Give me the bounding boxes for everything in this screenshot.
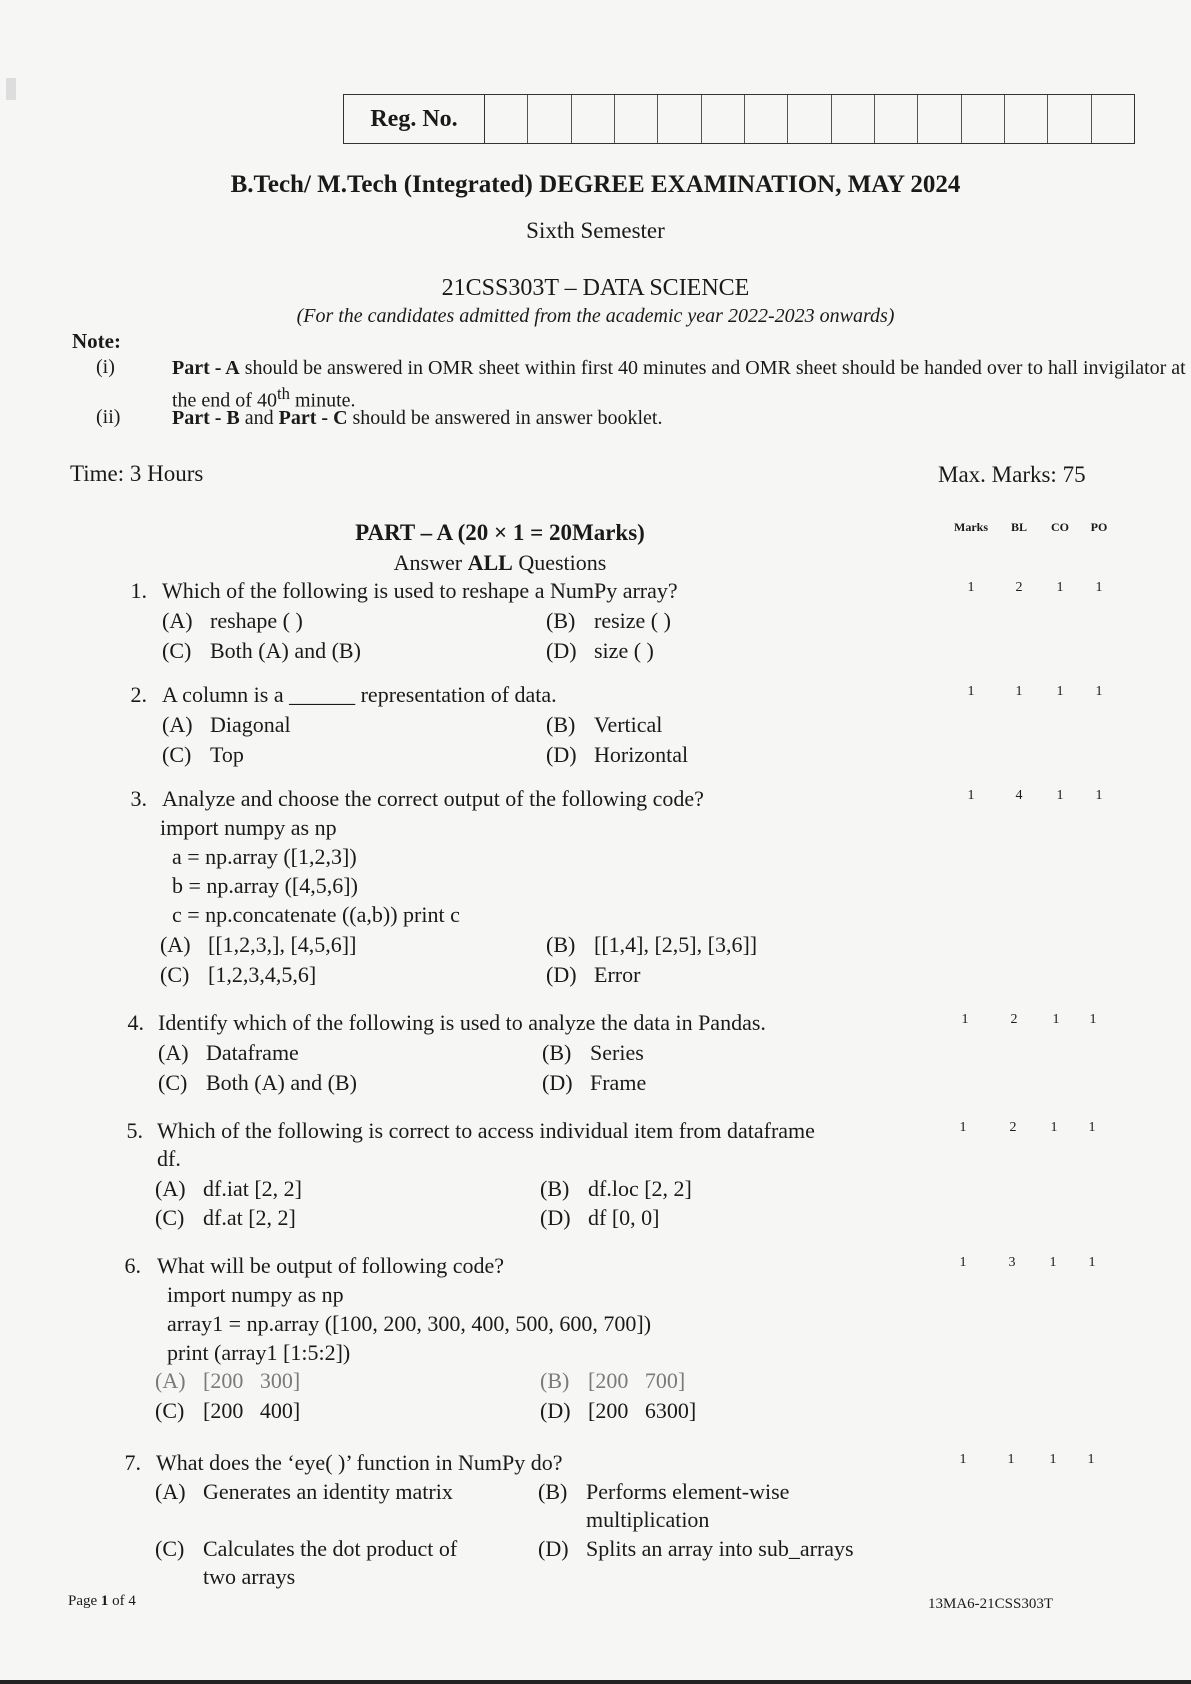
question-text-continued: df. bbox=[157, 1146, 181, 1171]
question-text: Identify which of the following is used to analyze the data in Pandas. bbox=[158, 1010, 766, 1035]
note-text bbox=[172, 406, 1191, 431]
option-a bbox=[155, 1176, 302, 1202]
reg-no-cell[interactable] bbox=[788, 95, 831, 143]
paper-code: 13MA6-21CSS303T bbox=[928, 1596, 1054, 1612]
option-label: (B) bbox=[538, 1479, 568, 1504]
option-c bbox=[155, 1536, 457, 1562]
instruction-text: Questions bbox=[512, 550, 607, 575]
option-b bbox=[540, 1368, 685, 1394]
option-text: Calculates the dot product of bbox=[203, 1536, 458, 1561]
marks-value: 1 bbox=[959, 1120, 967, 1135]
option-label: (A) bbox=[155, 1176, 186, 1201]
reg-no-cell[interactable] bbox=[572, 95, 615, 143]
option-d bbox=[546, 962, 640, 988]
column-header-bl: BL bbox=[1010, 520, 1027, 534]
marks-value: 1 bbox=[959, 1452, 967, 1467]
option-d bbox=[540, 1398, 696, 1424]
reg-no-cell[interactable] bbox=[1005, 95, 1048, 143]
admitted-note: (For the candidates admitted from the academic year 2022-2023 onwards) bbox=[296, 305, 895, 327]
reg-no-cell[interactable] bbox=[485, 95, 528, 143]
option-text: Splits an array into sub_arrays bbox=[586, 1536, 854, 1561]
question-number: 5. bbox=[126, 1118, 143, 1143]
option-c bbox=[155, 1398, 300, 1424]
option-text: df.iat [2, 2] bbox=[203, 1176, 302, 1201]
semester: Sixth Semester bbox=[526, 218, 665, 243]
option-text: df.at [2, 2] bbox=[203, 1205, 296, 1230]
marks-value: 1 bbox=[967, 684, 975, 699]
option-b bbox=[546, 712, 662, 738]
option-b bbox=[540, 1176, 692, 1202]
option-label: (D) bbox=[546, 638, 577, 663]
question-text: What does the ‘eye( )’ function in NumPy do? bbox=[156, 1450, 563, 1475]
option-d bbox=[540, 1205, 659, 1231]
reg-no-label: Reg. No. bbox=[344, 95, 485, 143]
marks-value: 1 bbox=[961, 1012, 969, 1027]
exam-time: Time: 3 Hours bbox=[70, 461, 204, 486]
option-c bbox=[160, 962, 316, 988]
po-value: 1 bbox=[1088, 1120, 1096, 1135]
option-text: Diagonal bbox=[210, 712, 291, 737]
option-label: (A) bbox=[155, 1368, 186, 1393]
option-c bbox=[155, 1205, 296, 1231]
option-label: (A) bbox=[162, 712, 193, 737]
option-d bbox=[538, 1536, 854, 1562]
co-value: 1 bbox=[1056, 684, 1064, 699]
instruction-text: Answer bbox=[393, 550, 468, 575]
exam-title: B.Tech/ M.Tech (Integrated) DEGREE EXAMINATION, MAY 2024 bbox=[230, 171, 961, 198]
bl-value: 2 bbox=[1009, 1120, 1017, 1135]
option-label: (B) bbox=[546, 932, 576, 957]
option-text: df.loc [2, 2] bbox=[588, 1176, 692, 1201]
bl-value: 2 bbox=[1010, 1012, 1018, 1027]
reg-no-cell[interactable] bbox=[962, 95, 1005, 143]
option-label: (A) bbox=[155, 1479, 186, 1504]
code-line: a = np.array ([1,2,3]) bbox=[172, 844, 357, 869]
note-text-part: and bbox=[239, 407, 279, 429]
question-number: 1. bbox=[130, 578, 147, 603]
option-text: [1,2,3,4,5,6] bbox=[208, 962, 317, 987]
co-value: 1 bbox=[1052, 1012, 1060, 1027]
reg-no-cell[interactable] bbox=[1048, 95, 1091, 143]
note-text-part: should be answered in OMR sheet within first 40 minutes and OMR sheet should be handed over to hall invigilator at the end of 40 bbox=[172, 357, 1186, 412]
reg-no-cell[interactable] bbox=[528, 95, 571, 143]
reg-no-cell[interactable] bbox=[918, 95, 961, 143]
part-a-instruction bbox=[340, 550, 660, 576]
question-text: What will be output of following code? bbox=[157, 1253, 505, 1278]
option-label: (D) bbox=[546, 962, 577, 987]
option-a bbox=[160, 932, 356, 958]
option-label: (B) bbox=[542, 1040, 572, 1065]
scan-bottom-edge bbox=[0, 1680, 1191, 1684]
option-c bbox=[158, 1070, 357, 1096]
option-text: reshape ( ) bbox=[210, 608, 303, 633]
part-a-title: PART – A (20 × 1 = 20Marks) bbox=[355, 520, 645, 545]
note-bold: Part - A bbox=[172, 357, 240, 379]
option-a bbox=[162, 608, 303, 634]
bl-value: 3 bbox=[1008, 1255, 1016, 1270]
question-number: 4. bbox=[127, 1010, 144, 1035]
option-label: (D) bbox=[546, 742, 577, 767]
reg-no-cell[interactable] bbox=[702, 95, 745, 143]
note-superscript: th bbox=[276, 384, 290, 403]
option-label: (C) bbox=[155, 1205, 185, 1230]
reg-no-cell[interactable] bbox=[658, 95, 701, 143]
option-d bbox=[546, 742, 688, 768]
option-text: Error bbox=[594, 962, 641, 987]
co-value: 1 bbox=[1049, 1452, 1057, 1467]
code-line: b = np.array ([4,5,6]) bbox=[172, 873, 358, 898]
option-label: (C) bbox=[155, 1536, 185, 1561]
option-a bbox=[158, 1040, 299, 1066]
note-number: (ii) bbox=[96, 406, 121, 428]
question-number: 3. bbox=[130, 786, 147, 811]
option-text: [[1,4], [2,5], [3,6]] bbox=[594, 932, 758, 957]
po-value: 1 bbox=[1088, 1255, 1096, 1270]
max-marks: Max. Marks: 75 bbox=[938, 462, 1086, 487]
note-bold: Part - B bbox=[172, 407, 240, 429]
option-c bbox=[162, 638, 361, 664]
reg-no-cell[interactable] bbox=[615, 95, 658, 143]
code-line: print (array1 [1:5:2]) bbox=[167, 1340, 351, 1365]
option-label: (A) bbox=[158, 1040, 189, 1065]
marks-value: 1 bbox=[959, 1255, 967, 1270]
option-label: (B) bbox=[546, 608, 576, 633]
scan-margin-mark bbox=[6, 78, 16, 100]
option-c-continued: two arrays bbox=[203, 1564, 296, 1589]
option-label: (C) bbox=[155, 1398, 185, 1423]
option-label: (B) bbox=[546, 712, 576, 737]
question-text: Which of the following is correct to access individual item from dataframe bbox=[157, 1118, 815, 1143]
note-text bbox=[172, 356, 1191, 414]
option-text: Top bbox=[210, 742, 244, 767]
code-line: c = np.concatenate ((a,b)) print c bbox=[172, 902, 460, 927]
note-text-part: minute. bbox=[289, 389, 356, 412]
option-text: Generates an identity matrix bbox=[203, 1479, 453, 1504]
option-label: (D) bbox=[538, 1536, 569, 1561]
option-label: (B) bbox=[540, 1368, 570, 1393]
question-number: 7. bbox=[124, 1450, 141, 1475]
option-label: (D) bbox=[540, 1205, 571, 1230]
option-text: size ( ) bbox=[594, 638, 654, 663]
option-b bbox=[546, 608, 671, 634]
reg-no-cell[interactable] bbox=[875, 95, 918, 143]
reg-no-box bbox=[343, 94, 1135, 144]
column-header-po: PO bbox=[1090, 520, 1108, 534]
option-label: (C) bbox=[162, 742, 192, 767]
option-text: Both (A) and (B) bbox=[206, 1070, 357, 1095]
bl-value: 1 bbox=[1007, 1452, 1015, 1467]
option-b bbox=[542, 1040, 644, 1066]
co-value: 1 bbox=[1056, 580, 1064, 595]
page-number bbox=[68, 1593, 136, 1610]
marks-value: 1 bbox=[967, 580, 975, 595]
option-text: [200 6300] bbox=[588, 1398, 697, 1423]
co-value: 1 bbox=[1056, 788, 1064, 803]
option-b bbox=[538, 1479, 789, 1505]
bl-value: 1 bbox=[1015, 684, 1023, 699]
code-line: array1 = np.array ([100, 200, 300, 400, 500, 600, 700]) bbox=[167, 1311, 652, 1336]
reg-no-cell[interactable] bbox=[745, 95, 788, 143]
question-text: Analyze and choose the correct output of the following code? bbox=[162, 786, 704, 811]
marks-value: 1 bbox=[967, 788, 975, 803]
option-text: Both (A) and (B) bbox=[210, 638, 361, 663]
course-title: 21CSS303T – DATA SCIENCE bbox=[441, 275, 750, 301]
option-text: [200 400] bbox=[203, 1398, 301, 1423]
option-text: Horizontal bbox=[594, 742, 689, 767]
reg-no-cell[interactable] bbox=[832, 95, 875, 143]
option-text: Frame bbox=[590, 1070, 647, 1095]
column-header-co: CO bbox=[1051, 520, 1069, 534]
question-number: 6. bbox=[124, 1253, 141, 1278]
po-value: 1 bbox=[1089, 1012, 1097, 1027]
co-value: 1 bbox=[1050, 1120, 1058, 1135]
option-d bbox=[542, 1070, 646, 1096]
question-number: 2. bbox=[130, 682, 147, 707]
option-label: (D) bbox=[540, 1398, 571, 1423]
option-text: Performs element-wise bbox=[586, 1479, 790, 1504]
column-header-marks: Marks bbox=[954, 520, 988, 534]
option-text: Series bbox=[590, 1040, 644, 1065]
option-d bbox=[546, 638, 654, 664]
option-text: df [0, 0] bbox=[588, 1205, 660, 1230]
note-number: (i) bbox=[96, 356, 115, 378]
reg-no-cell[interactable] bbox=[1092, 95, 1134, 143]
option-label: (C) bbox=[162, 638, 192, 663]
po-value: 1 bbox=[1095, 580, 1103, 595]
option-b-continued: multiplication bbox=[586, 1507, 710, 1532]
question-text: Which of the following is used to reshape a NumPy array? bbox=[162, 578, 678, 603]
option-label: (A) bbox=[162, 608, 193, 633]
option-a bbox=[162, 712, 291, 738]
option-text: resize ( ) bbox=[594, 608, 671, 633]
page-text: of 4 bbox=[108, 1593, 136, 1609]
code-line: import numpy as np bbox=[167, 1282, 344, 1307]
co-value: 1 bbox=[1049, 1255, 1057, 1270]
option-label: (C) bbox=[158, 1070, 188, 1095]
page-text: Page bbox=[68, 1593, 101, 1609]
po-value: 1 bbox=[1095, 684, 1103, 699]
instruction-bold: ALL bbox=[467, 550, 513, 575]
option-label: (B) bbox=[540, 1176, 570, 1201]
bl-value: 4 bbox=[1015, 788, 1023, 803]
option-text: Dataframe bbox=[206, 1040, 299, 1065]
question-text: A column is a ______ representation of data. bbox=[162, 682, 557, 707]
option-a bbox=[155, 1479, 453, 1505]
option-text: [200 700] bbox=[588, 1368, 686, 1393]
option-text: Vertical bbox=[594, 712, 663, 737]
option-c bbox=[162, 742, 244, 768]
option-label: (D) bbox=[542, 1070, 573, 1095]
note-text-part: should be answered in answer booklet. bbox=[347, 407, 663, 429]
note-bold: Part - C bbox=[278, 407, 348, 429]
po-value: 1 bbox=[1087, 1452, 1095, 1467]
option-b bbox=[546, 932, 757, 958]
po-value: 1 bbox=[1095, 788, 1103, 803]
option-text: [200 300] bbox=[203, 1368, 301, 1393]
code-line: import numpy as np bbox=[160, 815, 337, 840]
note-label: Note: bbox=[72, 329, 121, 353]
option-a bbox=[155, 1368, 300, 1394]
option-label: (C) bbox=[160, 962, 190, 987]
option-text: [[1,2,3,], [4,5,6]] bbox=[208, 932, 357, 957]
bl-value: 2 bbox=[1015, 580, 1023, 595]
page-current: 1 bbox=[100, 1593, 109, 1609]
option-label: (A) bbox=[160, 932, 191, 957]
